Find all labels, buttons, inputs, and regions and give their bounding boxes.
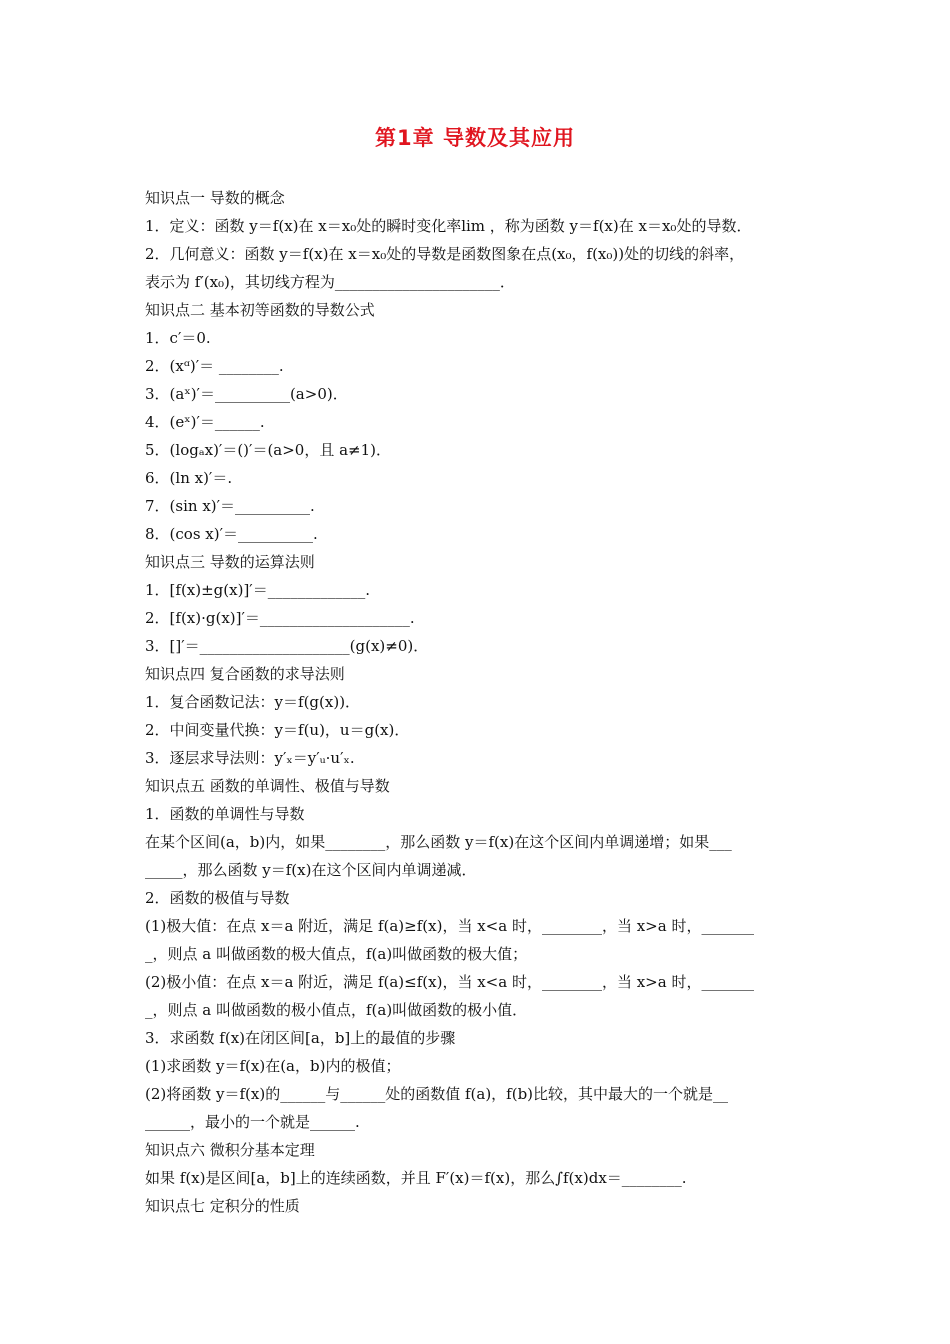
text-line: 7．(sin x)′＝__________. (145, 497, 315, 515)
text-line: 1．函数的单调性与导数 (145, 805, 305, 823)
text-line: 表示为 f′(x₀)，其切线方程为______________________． (145, 273, 515, 291)
section-heading-7: 知识点七 定积分的性质 (145, 1197, 300, 1215)
text-line: (1)求函数 y＝f(x)在(a，b)内的极值； (145, 1057, 401, 1075)
text-line: 2．函数的极值与导数 (145, 889, 290, 907)
document-body (145, 184, 825, 1220)
text-line: (2)极小值：在点 x＝a 附近，满足 f(a)≤f(x)，当 x<a 时，________，当 x>a 时，_______ (145, 973, 754, 991)
text-line: 2．[f(x)·g(x)]′＝____________________. (145, 609, 415, 627)
text-line: 3．求函数 f(x)在闭区间[a，b]上的最值的步骤 (145, 1029, 456, 1047)
text-line: 1．定义：函数 y＝f(x)在 x＝x₀处的瞬时变化率lim ，称为函数 y＝f(x)在 x＝x₀处的导数． (145, 217, 752, 235)
text-line: 1．复合函数记法：y＝f(g(x))． (145, 693, 361, 711)
text-line: 8．(cos x)′＝__________. (145, 525, 318, 543)
text-line: 2．中间变量代换：y＝f(u)，u＝g(x)． (145, 721, 410, 739)
text-line: 3．[]′＝____________________(g(x)≠0)． (145, 637, 429, 655)
section-heading-4: 知识点四 复合函数的求导法则 (145, 665, 345, 683)
text-line: 5．(logₐx)′＝()′＝(a>0，且 a≠1)． (145, 441, 392, 459)
text-line: 1．[f(x)±g(x)]′＝_____________. (145, 581, 370, 599)
text-line: (1)极大值：在点 x＝a 附近，满足 f(a)≥f(x)，当 x<a 时，________，当 x>a 时，_______ (145, 917, 754, 935)
text-line: _，则点 a 叫做函数的极小值点，f(a)叫做函数的极小值． (145, 1001, 528, 1019)
text-line: 如果 f(x)是区间[a，b]上的连续函数，并且 F′(x)＝f(x)，那么∫f(x)dx＝________. (145, 1169, 687, 1187)
text-line: _____，那么函数 y＝f(x)在这个区间内单调递减． (145, 861, 477, 879)
section-heading-1: 知识点一 导数的概念 (145, 189, 285, 207)
section-heading-5: 知识点五 函数的单调性、极值与导数 (145, 777, 390, 795)
text-line: 6．(ln x)′＝. (145, 469, 233, 487)
text-line: 1．c′＝0. (145, 329, 211, 347)
text-line: 4．(eˣ)′＝______. (145, 413, 265, 431)
section-heading-6: 知识点六 微积分基本定理 (145, 1141, 315, 1159)
text-line: 2．几何意义：函数 y＝f(x)在 x＝x₀处的导数是函数图象在点(x₀，f(x₀))处的切线的斜率， (145, 245, 745, 263)
text-line: 2．(xᵅ)′＝ ________. (145, 357, 284, 375)
section-heading-2: 知识点二 基本初等函数的导数公式 (145, 301, 375, 319)
chapter-title: 第1章 导数及其应用 (375, 126, 575, 150)
text-line: (2)将函数 y＝f(x)的______与______处的函数值 f(a)，f(b)比较，其中最大的一个就是__ (145, 1085, 729, 1103)
text-line: 3．逐层求导法则：y′ₓ＝y′ᵤ·u′ₓ. (145, 749, 355, 767)
text-line: 3．(aˣ)′＝__________(a>0)． (145, 385, 348, 403)
section-heading-3: 知识点三 导数的运算法则 (145, 553, 315, 571)
text-line: 在某个区间(a，b)内，如果________，那么函数 y＝f(x)在这个区间内单调递增；如果___ (145, 833, 732, 851)
text-line: ______，最小的一个就是______. (145, 1113, 360, 1131)
text-line: _，则点 a 叫做函数的极大值点，f(a)叫做函数的极大值； (145, 945, 528, 963)
